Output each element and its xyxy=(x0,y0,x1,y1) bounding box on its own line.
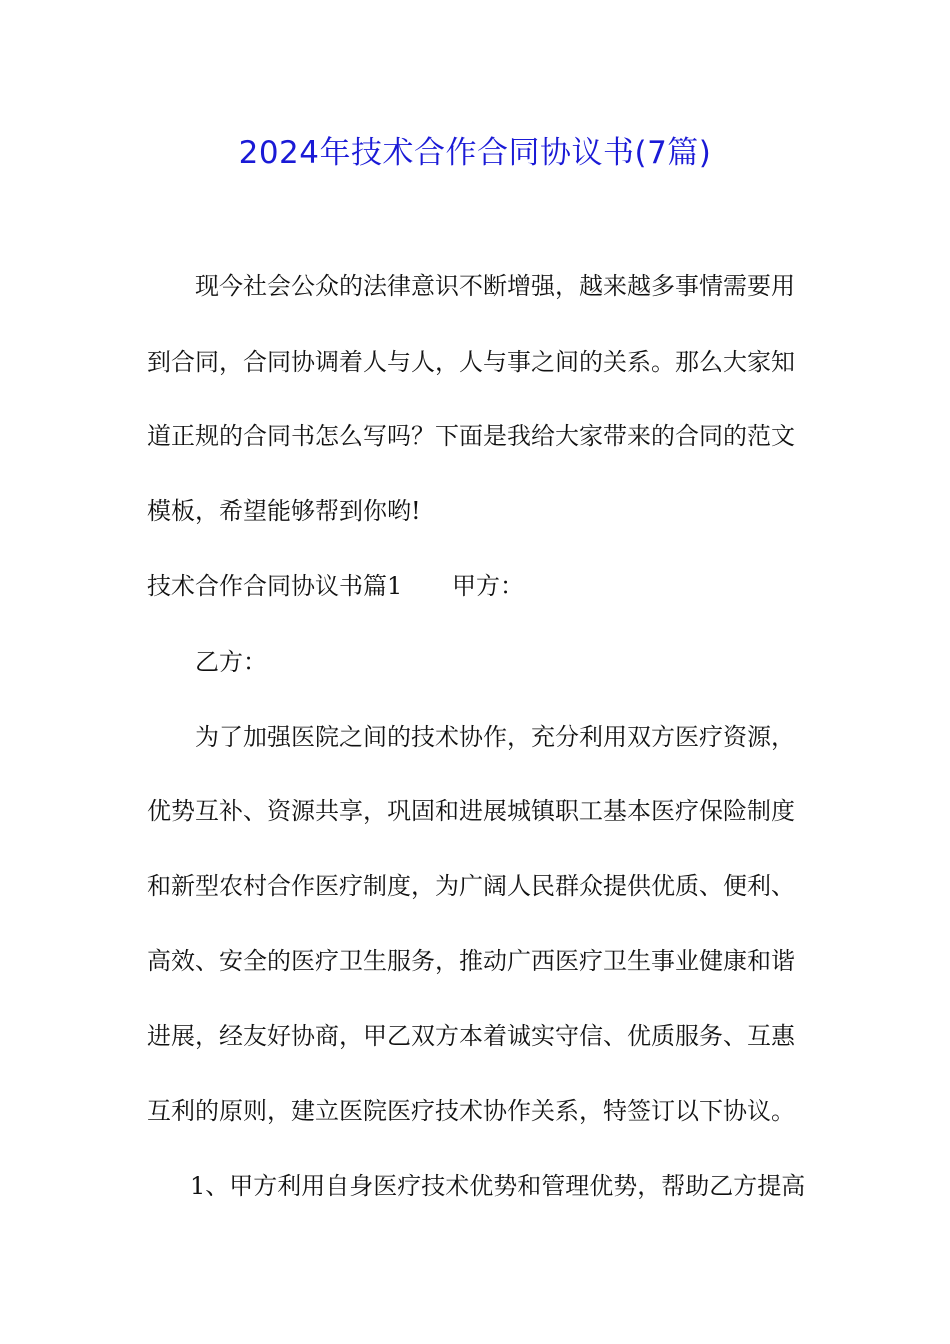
party-b-label: 乙方： xyxy=(195,648,267,676)
intro-line-1: 现今社会公众的法律意识不断增强，越来越多事情需要用 xyxy=(195,272,795,300)
body-line-3: 和新型农村合作医疗制度，为广阔人民群众提供优质、便利、 xyxy=(147,872,795,900)
section-heading: 技术合作合同协议书篇1 xyxy=(147,572,403,600)
body-line-5: 进展，经友好协商，甲乙双方本着诚实守信、优质服务、互惠 xyxy=(147,1022,795,1050)
party-a-label: 甲方： xyxy=(452,572,524,600)
body-line-4: 高效、安全的医疗卫生服务，推动广西医疗卫生事业健康和谐 xyxy=(147,947,795,975)
body-line-1: 为了加强医院之间的技术协作，充分利用双方医疗资源， xyxy=(195,723,795,751)
intro-line-4: 模板，希望能够帮到你哟! xyxy=(147,497,421,525)
intro-line-2: 到合同，合同协调着人与人，人与事之间的关系。那么大家知 xyxy=(147,348,795,376)
body-line-6: 互利的原则，建立医院医疗技术协作关系，特签订以下协议。 xyxy=(147,1097,795,1125)
body-line-2: 优势互补、资源共享，巩固和进展城镇职工基本医疗保险制度 xyxy=(147,797,795,825)
intro-line-3: 道正规的合同书怎么写吗？下面是我给大家带来的合同的范文 xyxy=(147,422,795,450)
document-title: 2024年技术合作合同协议书(7篇) xyxy=(238,135,712,171)
clause-1-line: 1、甲方利用自身医疗技术优势和管理优势，帮助乙方提高 xyxy=(190,1172,806,1200)
